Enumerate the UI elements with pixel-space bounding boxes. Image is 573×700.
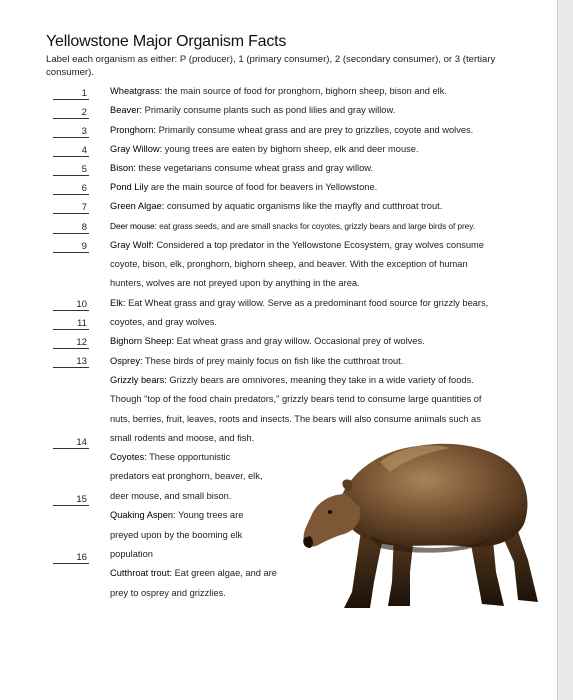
answer-blank[interactable]: 12 — [53, 348, 89, 349]
answer-blank[interactable]: 7 — [53, 213, 89, 214]
fact-quaking-aspen-cont: preyed upon by the booming elk — [110, 530, 243, 540]
fact-bison: Bison: these vegetarians consume wheat grass and gray willow. — [110, 163, 374, 173]
fact-grizzly-cont: small rodents and moose, and fish. — [110, 433, 255, 443]
fact-quaking-aspen: Quaking Aspen: Young trees are — [110, 510, 244, 520]
fact-elk: Elk: Eat Wheat grass and gray willow. Serve as a predominant food source for grizzly bears, — [110, 298, 489, 308]
answer-blank[interactable]: 16 — [53, 563, 89, 564]
fact-gray-wolf: Gray Wolf: Considered a top predator in the Yellowstone Ecosystem, gray wolves consume — [110, 240, 484, 250]
answer-blank[interactable]: 13 — [53, 367, 89, 368]
fact-coyotes: Coyotes: These opportunistic — [110, 452, 231, 462]
fact-gray-willow: Gray Willow: young trees are eaten by bighorn sheep, elk and deer mouse. — [110, 144, 419, 154]
answer-blank[interactable]: 3 — [53, 137, 89, 138]
fact-grizzly-cont: Though "top of the food chain predators," grizzly bears tend to consume large quantities of — [110, 394, 482, 404]
answer-blank[interactable]: 6 — [53, 194, 89, 195]
fact-wheatgrass: Wheatgrass: the main source of food for pronghorn, bighorn sheep, bison and elk. — [110, 86, 447, 96]
answer-blank[interactable]: 11 — [53, 329, 89, 330]
fact-cutthroat-cont: prey to osprey and grizzlies. — [110, 588, 226, 598]
fact-pond-lily: Pond Lily are the main source of food for beavers in Yellowstone. — [110, 182, 378, 192]
fact-gray-wolf-cont: hunters, wolves are not preyed upon by anything in the area. — [110, 278, 360, 288]
fact-elk-cont: coyotes, and gray wolves. — [110, 317, 217, 327]
answer-blank[interactable]: 2 — [53, 118, 89, 119]
answer-blank[interactable]: 15 — [53, 505, 89, 506]
fact-coyotes-cont: deer mouse, and small bison. — [110, 491, 232, 501]
scrollbar[interactable] — [557, 0, 573, 700]
fact-coyotes-cont: predators eat pronghorn, beaver, elk, — [110, 471, 263, 481]
answer-blank[interactable]: 5 — [53, 175, 89, 176]
instructions: Label each organism as either: P (producer), 1 (primary consumer), 2 (secondary consumer), or 3 (tertiary consumer). — [46, 54, 496, 78]
answer-blank[interactable]: 10 — [53, 310, 89, 311]
fact-green-algae: Green Algae: consumed by aquatic organisms like the mayfly and cutthroat trout. — [110, 201, 443, 211]
page-title: Yellowstone Major Organism Facts — [46, 33, 287, 50]
fact-bighorn-sheep: Bighorn Sheep: Eat wheat grass and gray willow. Occasional prey of wolves. — [110, 336, 425, 346]
fact-quaking-aspen-cont: population — [110, 549, 153, 559]
fact-cutthroat-trout: Cutthroat trout: Eat green algae, and are — [110, 568, 277, 578]
answer-blank[interactable]: 4 — [53, 156, 89, 157]
grizzly-bear-image — [300, 432, 540, 612]
fact-gray-wolf-cont: coyote, bison, elk, pronghorn, bighorn sheep, and beaver. With the exception of human — [110, 259, 468, 269]
answer-blank[interactable]: 9 — [53, 252, 89, 253]
fact-grizzly-bears: Grizzly bears: Grizzly bears are omnivores, meaning they take in a wide variety of foods. — [110, 375, 474, 385]
fact-osprey: Osprey: These birds of prey mainly focus on fish like the cutthroat trout. — [110, 356, 404, 366]
answer-blank[interactable]: 8 — [53, 233, 89, 234]
fact-pronghorn: Pronghorn: Primarily consume wheat grass and are prey to grizzlies, coyote and wolves. — [110, 125, 474, 135]
fact-beaver: Beaver: Primarily consume plants such as pond lilies and gray willow. — [110, 105, 396, 115]
answer-blank[interactable]: 14 — [53, 448, 89, 449]
answer-blank[interactable]: 1 — [53, 99, 89, 100]
fact-deer-mouse: Deer mouse: eat grass seeds, and are small snacks for coyotes, grizzly bears and large birds of prey. — [110, 221, 475, 231]
fact-grizzly-cont: nuts, berries, fruit, leaves, roots and insects. The bears will also consume animals such as — [110, 414, 481, 424]
